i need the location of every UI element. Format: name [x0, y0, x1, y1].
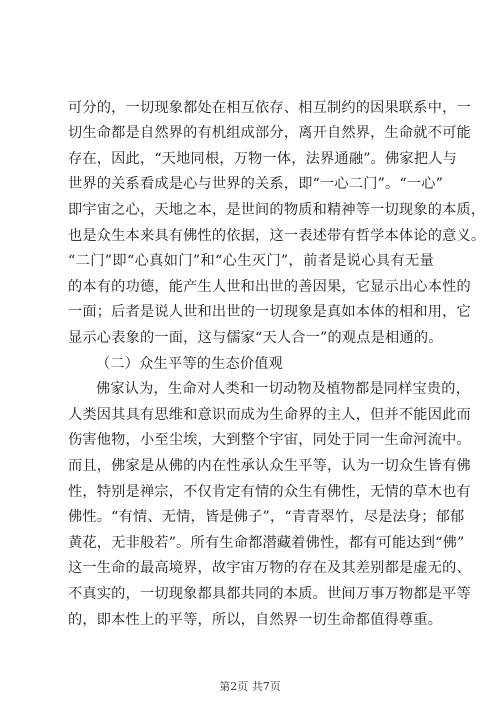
paragraph-line: 伤害他物，小至尘埃，大到整个宇宙，同处于同一生命河流中。 — [68, 432, 471, 448]
paragraph-line: 佛家认为，生命对人类和一切动物及植物都是同样宝贵的， — [96, 381, 471, 397]
paragraph-line: 这一生命的最高境界，故宇宙万物的存在及其差别都是虚无的、 — [68, 560, 471, 576]
paragraph-line: 而且，佛家是从佛的内在性承认众生平等，认为一切众生皆有佛 — [68, 458, 471, 474]
paragraph-line: 存在，因此，“天地同根，万物一体，法界通融”。佛家把人与 — [68, 151, 457, 167]
paragraph-line: 性，特别是禅宗，不仅肯定有情的众生有佛性，无情的草木也有 — [68, 484, 471, 500]
paragraph-line: 可分的，一切现象都处在相互依存、相互制约的因果联系中，一 — [68, 100, 471, 116]
paragraph-line: 显示心表象的一面，这与儒家“天人合一”的观点是相通的。 — [68, 330, 443, 346]
paragraph-line: 不真实的，一切现象都具都共同的本质。世间万事万物都是平等 — [68, 586, 471, 602]
paragraph-line: 佛性。“有情、无情，皆是佛子”，“青青翠竹，尽是法身；郁郁 — [68, 509, 465, 525]
paragraph-line: “二门”即“心真如门”和“心生灭门”，前者是说心具有无量 — [68, 253, 434, 269]
paragraph-line: 切生命都是自然界的有机组成部分，离开自然界，生命就不可能 — [68, 125, 471, 141]
page-number-footer: 第2页 共7页 — [219, 680, 281, 693]
section-heading: （二）众生平等的生态价值观 — [96, 356, 284, 372]
paragraph-line: 世界的关系看成是心与世界的关系，即“一心二门”。“一心” — [68, 176, 444, 192]
paragraph-line: 也是众生本来具有佛性的依据，这一表述带有哲学本体论的意义。 — [68, 228, 486, 244]
paragraph-line: 一面；后者是说人世和出世的一切现象是真如本体的相和用，它 — [68, 304, 471, 320]
paragraph-line: 人类因其具有思维和意识而成为生命界的主人，但并不能因此而 — [68, 407, 471, 423]
paragraph-line: 的本有的功德，能产生人世和出世的善因果，它显示出心本性的 — [68, 279, 471, 295]
paragraph-line: 黄花，无非般若”。所有生命都潜藏着佛性，都有可能达到“佛” — [68, 535, 465, 551]
paragraph-line: 的，即本性上的平等，所以，自然界一切生命都值得尊重。 — [68, 612, 443, 628]
paragraph-line: 即宇宙之心，天地之本，是世间的物质和精神等一切现象的本质， — [68, 202, 486, 218]
